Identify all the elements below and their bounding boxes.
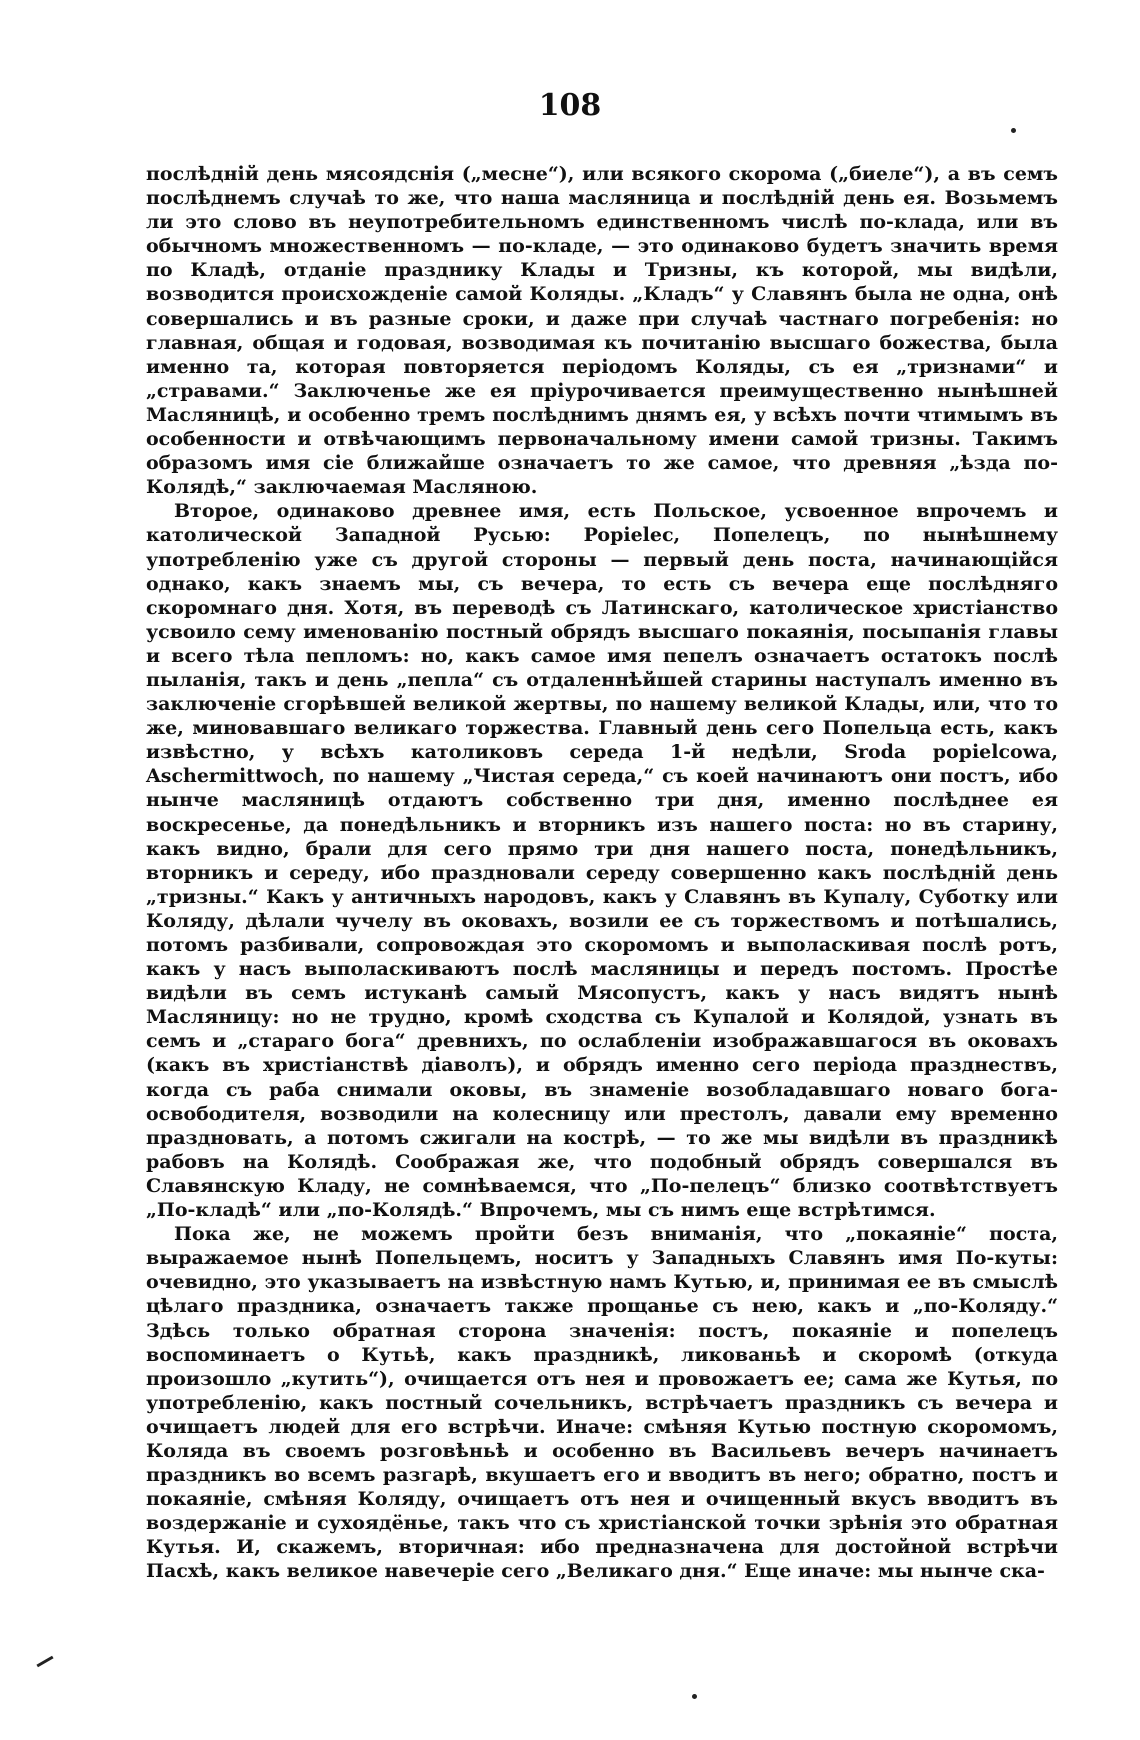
print-speck-mark bbox=[692, 1694, 697, 1699]
page-number: 108 bbox=[538, 88, 602, 123]
paragraph: Второе, одинаково древнее имя, есть Польское, усвоенное впрочемъ и католической Западной Русью: Popielec, Попелецъ, по нынѣшнему употребленію уже съ другой стороны — первый день поста, начинающійся однако, какъ знаемъ мы, съ вечера, то есть съ вечера еще послѣдняго скоромнаго дня. Хотя, въ переводѣ съ Латинскаго, католическое христіанство усвоило сему именованію постный обрядъ высшаго покаянія, посыпанія главы и всего тѣла пепломъ: но, какъ самое имя пепелъ означаетъ остатокъ послѣ пыланія, такъ и день „пепла“ съ отдаленнѣйшей старины наступалъ именно въ заключеніе сгорѣвшей великой жертвы, по нашему великой Клады, или, что то же, миновавшаго великаго торжества. Главный день сего Попельца есть, какъ извѣстно, у всѣхъ католиковъ середа 1-й недѣли, Sroda popielcowa, Aschermittwoch, по нашему „Чистая середа,“ съ коей начинаютъ они постъ, ибо нынче масляницѣ отдаютъ собственно три дня, именно послѣднее ея воскресенье, да понедѣльникъ и вторникъ изъ нашего поста: но въ старину, какъ видно, брали для сего прямо три дня нашего поста, понедѣльникъ, вторникъ и середу, ибо праздновали середу совершенно какъ послѣдній день „тризны.“ Какъ у античныхъ народовъ, какъ у Славянъ въ Купалу, Суботку или Коляду, дѣлали чучелу въ оковахъ, возили ее съ торжествомъ и потѣшались, потомъ разбивали, сопровождая это скоромомъ и выполаскивая послѣ ротъ, какъ у насъ выполаскиваютъ послѣ масляницы и передъ постомъ. Простѣе видѣли въ семъ истуканѣ самый Мясопустъ, какъ у насъ видятъ нынѣ Масляницу: но не трудно, кромѣ сходства съ Купалой и Колядой, узнать въ семъ и „стараго бога“ древнихъ, по ослабленіи изображавшагося въ оковахъ (какъ въ христіанствѣ діаволъ), и обрядъ именно сего періода празднествъ, когда съ раба снимали оковы, въ знаменіе возобладавшаго новаго бога-освободителя, возводили на колесницу или престолъ, давали ему временно праздновать, а потомъ сжигали на кострѣ, — то же мы видѣли въ праздникѣ рабовъ на Колядѣ. Соображая же, что подобный обрядъ совершался въ Славянскую Кладу, не сомнѣваемся, что „По-пелецъ“ близко соотвѣтствуетъ „По-кладѣ“ или „по-Колядѣ.“ Впрочемъ, мы съ нимъ еще встрѣтимся. bbox=[146, 500, 1058, 1222]
body-text bbox=[146, 162, 1058, 1584]
margin-stroke-mark bbox=[36, 1656, 53, 1668]
paragraph: Пока же, не можемъ пройти безъ вниманія, что „покаяніе“ поста, выражаемое нынѣ Попельцемъ, носитъ у Западныхъ Славянъ имя По-куты: очевидно, это указываетъ на извѣстную намъ Кутью, и, принимая ее въ смыслѣ цѣлаго праздника, означаетъ также прощанье съ нею, какъ и „по-Коляду.“ Здѣсь только обратная сторона значенія: постъ, покаяніе и попелецъ воспоминаетъ о Кутьѣ, какъ праздникѣ, ликованьѣ и скоромѣ (откуда произошло „кутить“), очищается отъ нея и провожаетъ ее; сама же Кутья, по употребленію, какъ постный сочельникъ, встрѣчаетъ праздникъ съ вечера и очищаетъ людей для его встрѣчи. Иначе: смѣняя Кутью постную скоромомъ, Коляда въ своемъ розговѣньѣ и особенно въ Васильевъ вечеръ начинаетъ праздникъ во всемъ разгарѣ, вкушаетъ его и вводитъ въ него; обратно, постъ и покаяніе, смѣняя Коляду, очищаетъ отъ нея и очищенный вкусъ вводитъ въ воздержаніе и сухоядёнье, такъ что съ христіанской точки зрѣнія это обратная Кутья. И, скажемъ, вторичная: ибо предназначена для достойной встрѣчи Пасхѣ, какъ великое навечеріе сего „Великаго дня.“ Еще иначе: мы нынче ска- bbox=[146, 1223, 1058, 1583]
print-speck-mark bbox=[1011, 128, 1016, 133]
paragraph: послѣдній день мясоядснія („месне“), или всякого скорома („биеле“), а въ семъ послѣднемъ случаѣ то же, что наша масляница и послѣдній день ея. Возьмемъ ли это слово въ неупотребительномъ единственномъ числѣ по-клада, или въ обычномъ множественномъ — по-кладе, — это одинаково будетъ значить время по Кладѣ, отданіе празднику Клады и Тризны, къ которой, мы видѣли, возводится происхожденіе самой Коляды. „Кладъ“ у Славянъ была не одна, онѣ совершались и въ разные сроки, и даже при случаѣ частнаго погребенія: но главная, общая и годовая, возводимая къ почитанію высшаго божества, была именно та, которая повторяется періодомъ Коляды, съ ея „тризнами“ и „стравами.“ Заключенье же ея пріурочивается преимущественно нынѣшней Масляницѣ, и особенно тремъ послѣднимъ днямъ ея, у всѣхъ почти чтимымъ въ особенности и отвѣчающимъ первоначальному имени самой тризны. Такимъ образомъ имя сіе ближайше означаетъ то же самое, что древняя „ѣзда по-Колядѣ,“ заключаемая Масляною. bbox=[146, 163, 1058, 499]
